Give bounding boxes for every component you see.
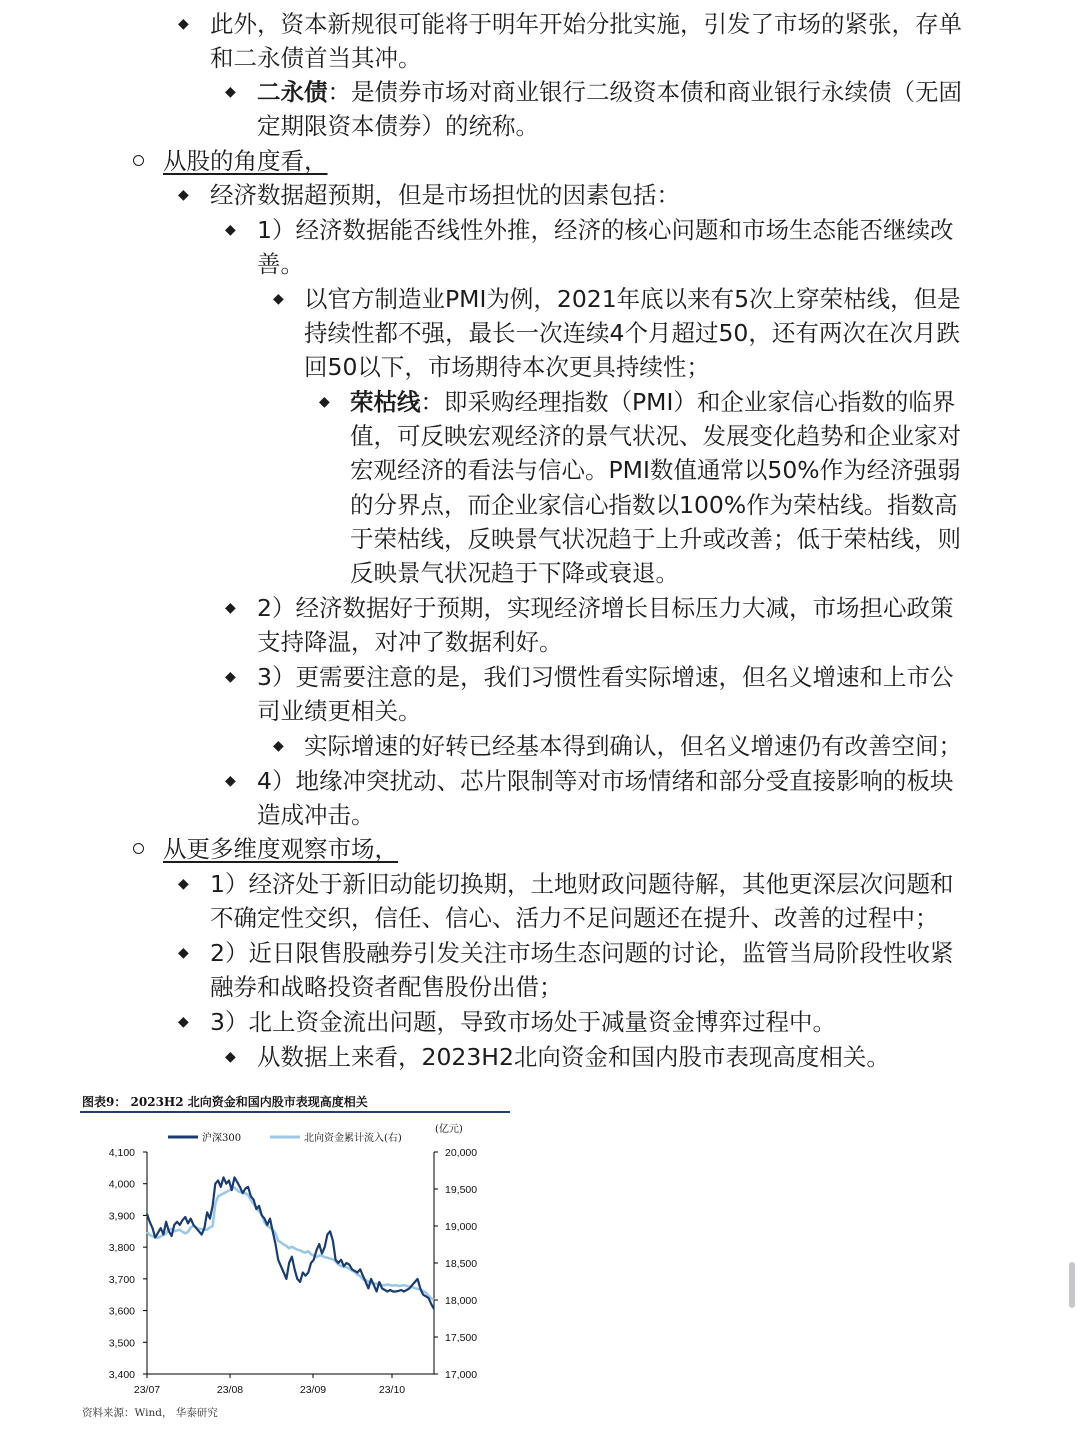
text-line: 支持降温，对冲了数据利好。 <box>257 628 563 656</box>
bullet-icon: ◆ <box>225 222 236 238</box>
term-bold: 荣枯线 <box>350 388 421 416</box>
right-axis-tick-label: 19,000 <box>445 1221 478 1233</box>
text-line: 实际增速的好转已经基本得到确认，但名义增速仍有改善空间； <box>304 732 962 760</box>
chart-svg <box>70 1085 518 1425</box>
right-axis-tick-label: 17,500 <box>445 1332 478 1344</box>
text-line: 融券和战略投资者配售股份出借； <box>210 973 563 1001</box>
x-axis-tick-label: 23/09 <box>299 1384 327 1396</box>
right-axis-tick-label: 17,000 <box>445 1369 478 1381</box>
series-line-csi300 <box>147 1177 434 1309</box>
text-line: 于荣枯线，反映景气状况趋于上升或改善；低于荣枯线，则 <box>350 525 961 553</box>
text-line: 1）经济处于新旧动能切换期，土地财政问题待解，其他更深层次问题和 <box>210 870 954 898</box>
left-axis-tick-label: 3,800 <box>108 1242 135 1255</box>
text-line: 以官方制造业PMI为例，2021年底以来有5次上穿荣枯线，但是 <box>304 285 961 313</box>
bullet-icon: ◆ <box>178 1014 189 1030</box>
x-axis-tick-label: 23/10 <box>378 1384 406 1396</box>
text-line: 定期限资本债券）的统称。 <box>257 112 539 140</box>
bullet-icon: ◆ <box>225 669 236 685</box>
text-line: 3）北上资金流出问题，导致市场处于减量资金博弈过程中。 <box>210 1008 836 1036</box>
bullet-icon: ◆ <box>178 945 189 961</box>
series-line-northbound <box>147 1188 434 1301</box>
bullet-icon: ◆ <box>178 876 189 892</box>
text-line: 宏观经济的看法与信心。PMI数值通常以50%作为经济强弱 <box>350 456 961 484</box>
circle-bullet-icon <box>133 155 144 166</box>
text-line: 经济数据超预期，但是市场担忧的因素包括： <box>210 181 680 209</box>
right-axis-unit: (亿元) <box>435 1124 463 1135</box>
bullet-icon: ◆ <box>273 738 284 754</box>
text-line: 的分界点，而企业家信心指数以100%作为荣枯线。指数高 <box>350 491 958 519</box>
text-line: 回50以下，市场期待本次更具持续性； <box>304 353 710 381</box>
text-line <box>350 385 955 419</box>
left-axis-tick-label: 4,000 <box>108 1178 135 1191</box>
left-axis-tick-label: 4,100 <box>108 1147 135 1159</box>
left-axis-tick-label: 3,400 <box>108 1369 135 1381</box>
bullet-icon: ◆ <box>225 773 236 789</box>
bullet-icon: ◆ <box>319 394 330 410</box>
text-line: 4）地缘冲突扰动、芯片限制等对市场情绪和部分受直接影响的板块 <box>257 767 954 795</box>
text-line <box>257 75 962 109</box>
bullet-icon: ◆ <box>225 84 236 100</box>
left-axis-tick-label: 3,600 <box>108 1305 135 1318</box>
text-line: 持续性都不强，最长一次连续4个月超过50，还有两次在次月跌 <box>304 319 960 347</box>
left-axis-tick-label: 3,900 <box>108 1210 135 1223</box>
section-heading-stock: 从股的角度看， <box>163 147 328 175</box>
text-line: 善。 <box>257 250 304 278</box>
text-line: 造成冲击。 <box>257 801 375 829</box>
text-line: 2）经济数据好于预期，实现经济增长目标压力大减，市场担心政策 <box>257 594 954 622</box>
right-axis-tick-label: 18,500 <box>445 1258 478 1270</box>
bullet-icon: ◆ <box>225 1049 236 1065</box>
figure-title: 图表9： 2023H2 北向资金和国内股市表现高度相关 <box>82 1095 368 1109</box>
bullet-icon: ◆ <box>178 187 189 203</box>
term-bold: 二永债 <box>257 78 328 106</box>
section-heading-dimensions: 从更多维度观察市场， <box>163 835 398 863</box>
bullet-icon: ◆ <box>178 16 189 32</box>
text-line: 反映景气状况趋于下降或衰退。 <box>350 559 679 587</box>
figure-source: 资料来源：Wind， 华泰研究 <box>82 1407 218 1419</box>
circle-bullet-icon <box>133 843 144 854</box>
right-axis-tick-label: 19,500 <box>445 1184 478 1196</box>
text-line: 从数据上来看，2023H2北向资金和国内股市表现高度相关。 <box>257 1043 890 1071</box>
text-line: 2）近日限售股融券引发关注市场生态问题的讨论，监管当局阶段性收紧 <box>210 939 954 967</box>
text-line: 值，可反映宏观经济的景气状况、发展变化趋势和企业家对 <box>350 422 961 450</box>
text-line: 和二永债首当其冲。 <box>210 44 422 72</box>
text-line: 此外，资本新规很可能将于明年开始分批实施，引发了市场的紧张，存单 <box>210 10 962 38</box>
x-axis-tick-label: 23/07 <box>133 1384 161 1396</box>
bullet-icon: ◆ <box>273 291 284 307</box>
scrollbar-thumb[interactable] <box>1069 1262 1075 1308</box>
legend-label-csi300: 沪深300 <box>202 1133 242 1144</box>
bullet-icon: ◆ <box>225 600 236 616</box>
left-axis-tick-label: 3,500 <box>108 1337 135 1350</box>
figure-chart <box>70 1085 518 1425</box>
text-line: 不确定性交织，信任、信心、活力不足问题还在提升、改善的过程中； <box>210 904 939 932</box>
text-segment: ：即采购经理指数（PMI）和企业家信心指数的临界 <box>420 388 956 416</box>
text-line: 司业绩更相关。 <box>257 697 422 725</box>
left-axis-tick-label: 3,700 <box>108 1273 135 1286</box>
x-axis-tick-label: 23/08 <box>216 1384 244 1396</box>
right-axis-tick-label: 20,000 <box>445 1147 478 1159</box>
text-line: 3）更需要注意的是，我们习惯性看实际增速，但名义增速和上市公 <box>257 663 954 691</box>
right-axis-tick-label: 18,000 <box>445 1295 478 1307</box>
text-segment: ：是债券市场对商业银行二级资本债和商业银行永续债（无固 <box>327 78 962 106</box>
legend-label-northbound: 北向资金累计流入(右) <box>304 1133 402 1144</box>
text-line: 1）经济数据能否线性外推，经济的核心问题和市场生态能否继续改 <box>257 216 954 244</box>
